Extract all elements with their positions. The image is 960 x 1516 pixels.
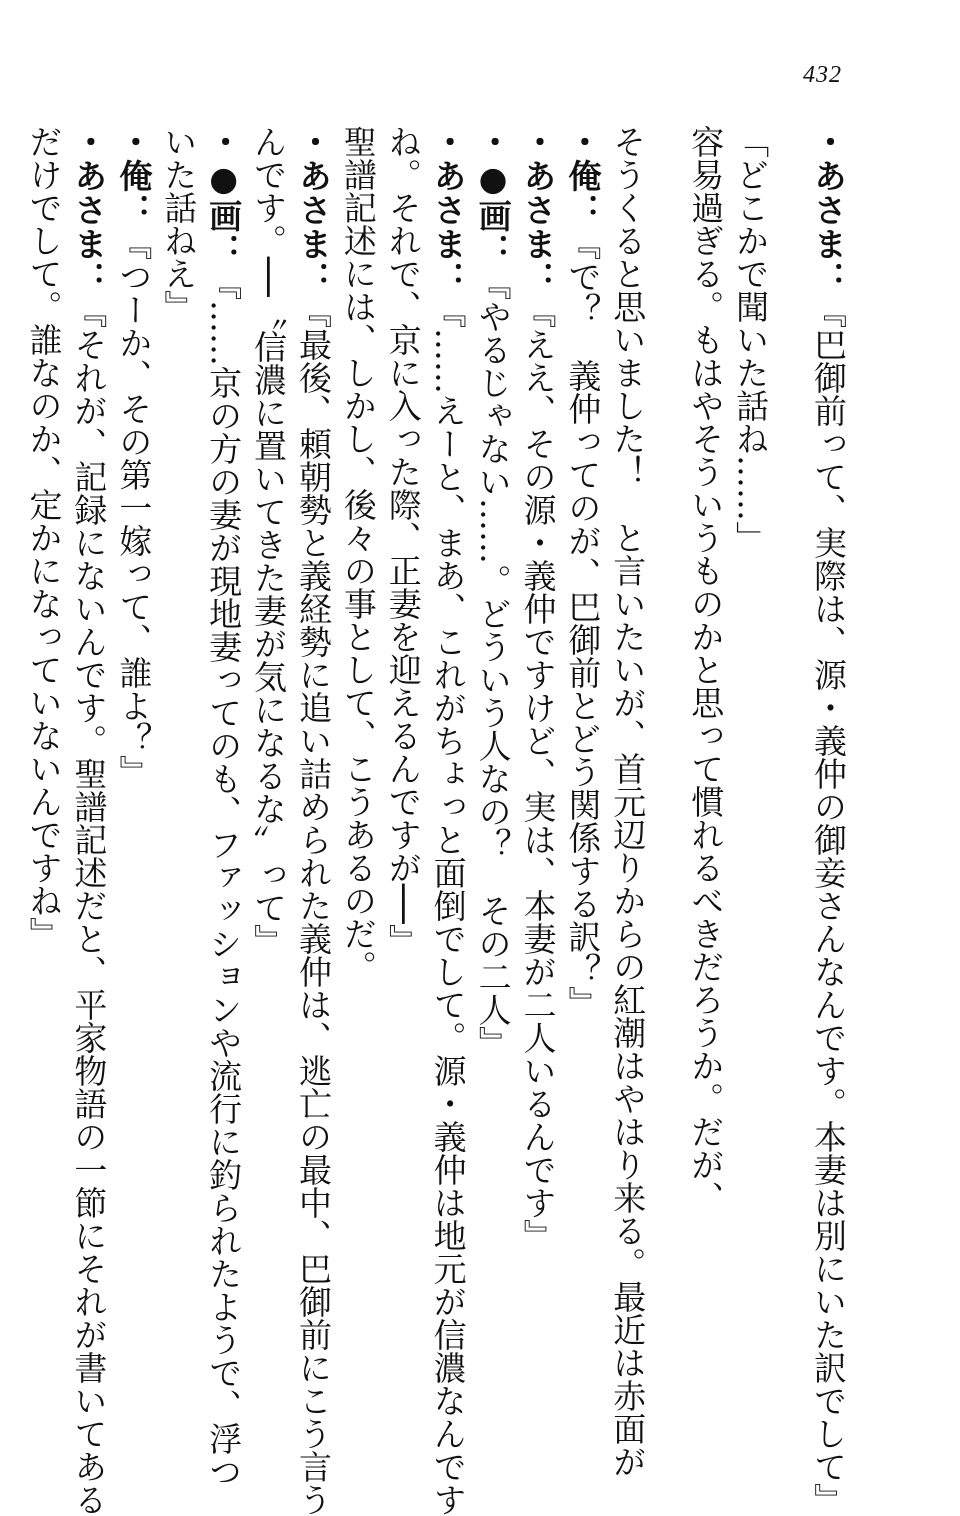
line-text: 「どこかで聞いた話ね……」 — [731, 125, 771, 554]
text-line — [380, 125, 425, 1305]
line-text: 容易過ぎる。もはやそういうものかと思って慣れるべきだろうか。だが、 — [686, 125, 726, 1214]
text-line — [470, 125, 515, 1305]
line-text: んです。──〝信濃に置いてきた妻が気になるな〟って』 — [249, 125, 289, 957]
line-text: 『……えーと、まあ、これがちょっと面倒でして。源・義仲は地元が信濃なんです — [428, 295, 468, 1516]
line-text: だけでして。誰なのか、定かになっていないんですね』 — [24, 125, 64, 950]
text-line — [727, 125, 805, 1305]
line-text: 『つーか、その第一嫁って、誰よ？』 — [114, 227, 154, 788]
speaker-label: ・あさま： — [809, 125, 848, 295]
text-line — [425, 125, 470, 1516]
line-text: 『巴御前って、実際は、源・義仲の御妾さんなんです。本妻は別にいた訳でして』 — [809, 295, 848, 1516]
text-line — [559, 125, 604, 1305]
line-text: 聖譜記述には、しかし、後々の事として、こうあるのだ。 — [338, 125, 378, 983]
speaker-label: ・あさま： — [518, 125, 558, 295]
text-line — [21, 125, 66, 1305]
text-line — [200, 125, 245, 1488]
text-line — [110, 125, 155, 1305]
speaker-label: ・あさま： — [69, 125, 109, 295]
line-text: ね。それで、京に入った際、正妻を迎えるんですが──』 — [383, 125, 423, 957]
line-text: 『やるじゃない……。どういう人なの？ その二人』 — [473, 267, 513, 1059]
speaker-label: ・あさま： — [293, 125, 333, 295]
line-text: 『それが、記録にないんです。聖譜記述だと、平家物語の一節にそれが書いてある — [69, 295, 109, 1516]
text-line — [515, 125, 560, 1305]
text-line — [155, 125, 200, 1305]
body-text — [24, 125, 850, 1516]
line-text: 『ええ、その源・義仲ですけど、実は、本妻が二人いるんです』 — [518, 295, 558, 1252]
text-line — [604, 125, 682, 1478]
text-line — [66, 125, 111, 1516]
text-line — [245, 125, 290, 1305]
speaker-label: ・あさま： — [428, 125, 468, 295]
page-number: 432 — [803, 62, 842, 88]
text-line — [682, 125, 727, 1305]
line-text: いた話ねえ』 — [159, 125, 199, 323]
speaker-label: ・俺： — [114, 125, 154, 227]
speaker-label: ・●画： — [204, 125, 244, 267]
line-text: 『最後、頼朝勢と義経勢に追い詰められた義仲は、逃亡の最中、巴御前にこう言う — [293, 295, 333, 1516]
speaker-label: ・俺： — [563, 125, 603, 227]
speaker-label: ・●画： — [473, 125, 513, 267]
text-line — [805, 125, 850, 1516]
text-line — [335, 125, 380, 1305]
text-line — [290, 125, 335, 1516]
line-text: そうくると思いました！ と言いたいが、首元辺りからの紅潮はやはり来る。最近は赤面が — [608, 125, 648, 1478]
line-text: 『で？ 義仲ってのが、巴御前とどう関係する訳？』 — [563, 227, 603, 1019]
line-text: 『……京の方の妻が現地妻ってのも、ファッションや流行に釣られたようで、浮つ — [204, 267, 244, 1488]
